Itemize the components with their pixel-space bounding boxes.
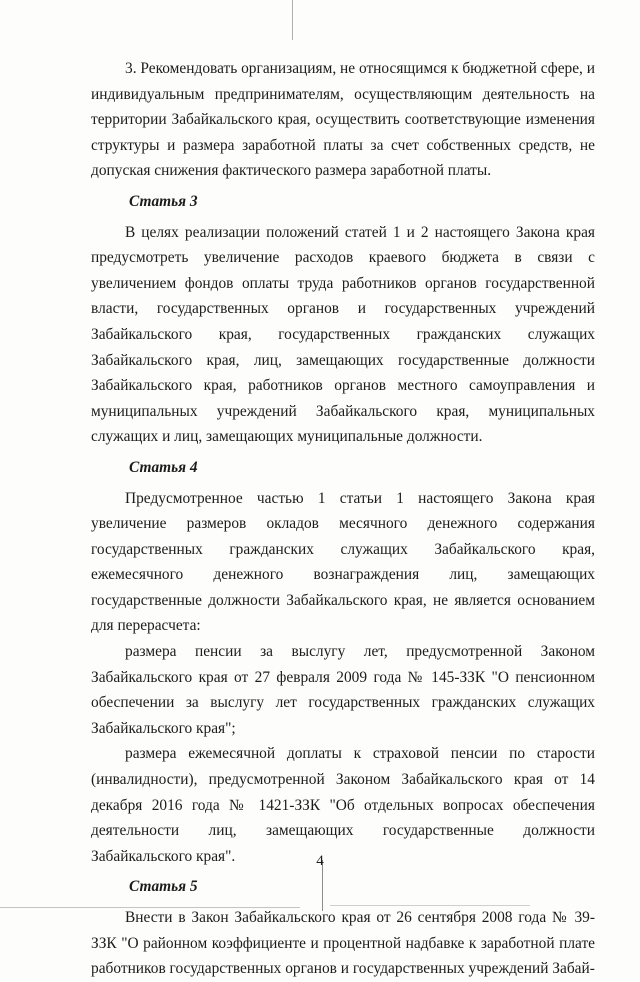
scan-artifact-line [292,0,293,40]
article-heading-4: Статья 4 [129,458,198,476]
page-number: 4 [316,853,324,869]
document-body [91,56,595,982]
paragraph-article-4-intro: Предусмотренное частью 1 статьи 1 настоящего Закона края увеличение размеров окладов месячного денежного содержания государственных гражданских служащих Забайкальского края, ежемесячного денежного вознаграждения лиц, замещающих государственные должности Забайкальского края, не является основанием для перерасчета: [91,489,595,635]
paragraph-article-3: В целях реализации положений статей 1 и 2 настоящего Закона края предусмотреть увеличение расходов краевого бюджета в связи с увеличением фондов оплаты труда работников органов государственной власти, государственных органов и государственных учреждений Забайкальского края, государственных гражданских служащих Забайкальского края, лиц, замещающих государственные должности Забайкальского края, работников органов местного самоуправления и муниципальных учреждений Забайкальского края, муниципальных служащих и лиц, замещающих муниципальные должности. [91,223,595,446]
article-heading-3: Статья 3 [129,192,198,210]
paragraph-recommendation: 3. Рекомендовать организациям, не относящимся к бюджетной сфере, и индивидуальным предпринимателям, осуществляющим деятельность на территории Забайкальского края, осуществить соответствующие изменения структуры и размера заработной платы за счет собственных средств, не допуская снижения фактического размера заработной платы. [91,60,595,180]
paragraph-article-5: Внести в Закон Забайкальского края от 26 сентября 2008 года № 39-ЗЗК "О районном коэффициенте и процентной надбавке к заработной плате работников государственных органов и государственных учреждений Забай- [91,909,595,978]
article-heading-5: Статья 5 [129,878,198,896]
paragraph-article-4-pension: размера пенсии за выслугу лет, предусмотренной Законом Забайкальского края от 27 февраля 2009 года № 145-ЗЗК "О пенсионном обеспечении за выслугу лет государственных гражданских служащих Забайкальского края"; [91,643,595,737]
paragraph-article-4-supplement: размера ежемесячной доплаты к страховой пенсии по старости (инвалидности), предусмотренной Законом Забайкальского края от 14 декабря 2016 года № 1421-ЗЗК "Об отдельных вопросах обеспечения деятельности лиц, замещающих государственные должности Забайкальского края". [91,745,595,865]
